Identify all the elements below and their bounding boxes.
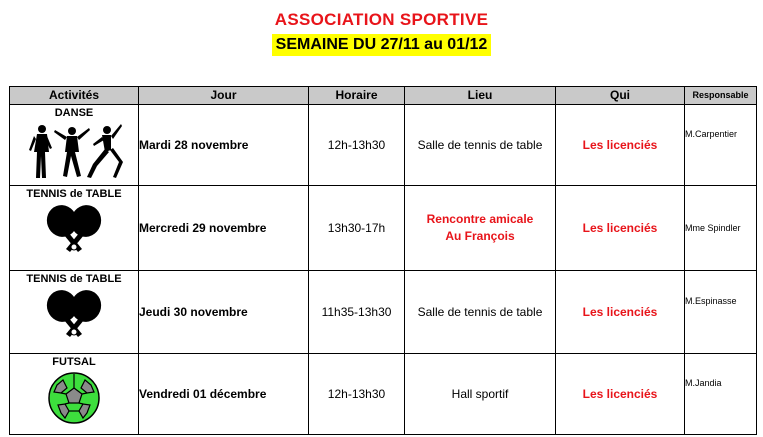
day-cell: Mercredi 29 novembre [139, 186, 309, 271]
place-text: Rencontre amicale [426, 212, 534, 226]
dancers-icon [25, 122, 123, 180]
futsal-ball-icon [47, 371, 101, 425]
activity-cell [10, 105, 139, 186]
table-row [10, 354, 757, 435]
table-row [10, 271, 757, 354]
activity-name: DANSE [54, 107, 94, 119]
who-cell: Les licenciés [556, 105, 685, 186]
place-text: Hall sportif [451, 386, 509, 401]
hours-cell: 12h-13h30 [309, 105, 405, 186]
place-cell [405, 105, 556, 186]
who-cell: Les licenciés [556, 354, 685, 435]
col-header-hours: Horaire [309, 87, 405, 105]
responsible-cell [685, 271, 757, 354]
table-row [10, 105, 757, 186]
col-header-responsible: Responsable [685, 87, 757, 105]
activity-cell [10, 271, 139, 354]
place-text: Salle de tennis de table [417, 137, 543, 152]
table-header-row [10, 87, 757, 105]
hours-cell: 12h-13h30 [309, 354, 405, 435]
responsible-name: M.Espinasse [685, 296, 737, 306]
col-header-place: Lieu [405, 87, 556, 105]
activity-name: TENNIS de TABLE [26, 273, 122, 285]
ping-pong-paddles-icon [42, 203, 106, 253]
col-header-activities: Activités [10, 87, 139, 105]
responsible-name: M.Jandia [685, 378, 722, 388]
responsible-cell [685, 354, 757, 435]
ping-pong-paddles-icon [42, 288, 106, 338]
who-cell: Les licenciés [556, 271, 685, 354]
place-cell [405, 354, 556, 435]
activity-name: FUTSAL [52, 356, 96, 368]
place-text: Salle de tennis de table [417, 304, 543, 319]
page-title: ASSOCIATION SPORTIVE [274, 10, 489, 29]
responsible-name: Mme Spindler [685, 223, 741, 233]
hours-cell: 11h35-13h30 [309, 271, 405, 354]
who-cell: Les licenciés [556, 186, 685, 271]
responsible-cell [685, 186, 757, 271]
activity-name: TENNIS de TABLE [26, 188, 122, 200]
col-header-who: Qui [556, 87, 685, 105]
place-cell [405, 186, 556, 271]
activity-cell [10, 186, 139, 271]
place-cell [405, 271, 556, 354]
responsible-name: M.Carpentier [685, 129, 738, 139]
responsible-cell [685, 105, 757, 186]
activity-cell [10, 354, 139, 435]
col-header-day: Jour [139, 87, 309, 105]
day-cell: Vendredi 01 décembre [139, 354, 309, 435]
schedule-table [9, 86, 757, 435]
place-text-line2: Au François [445, 229, 515, 243]
day-cell: Mardi 28 novembre [139, 105, 309, 186]
table-row [10, 186, 757, 271]
hours-cell: 13h30-17h [309, 186, 405, 271]
week-subtitle: SEMAINE DU 27/11 au 01/12 [272, 34, 492, 56]
day-cell: Jeudi 30 novembre [139, 271, 309, 354]
